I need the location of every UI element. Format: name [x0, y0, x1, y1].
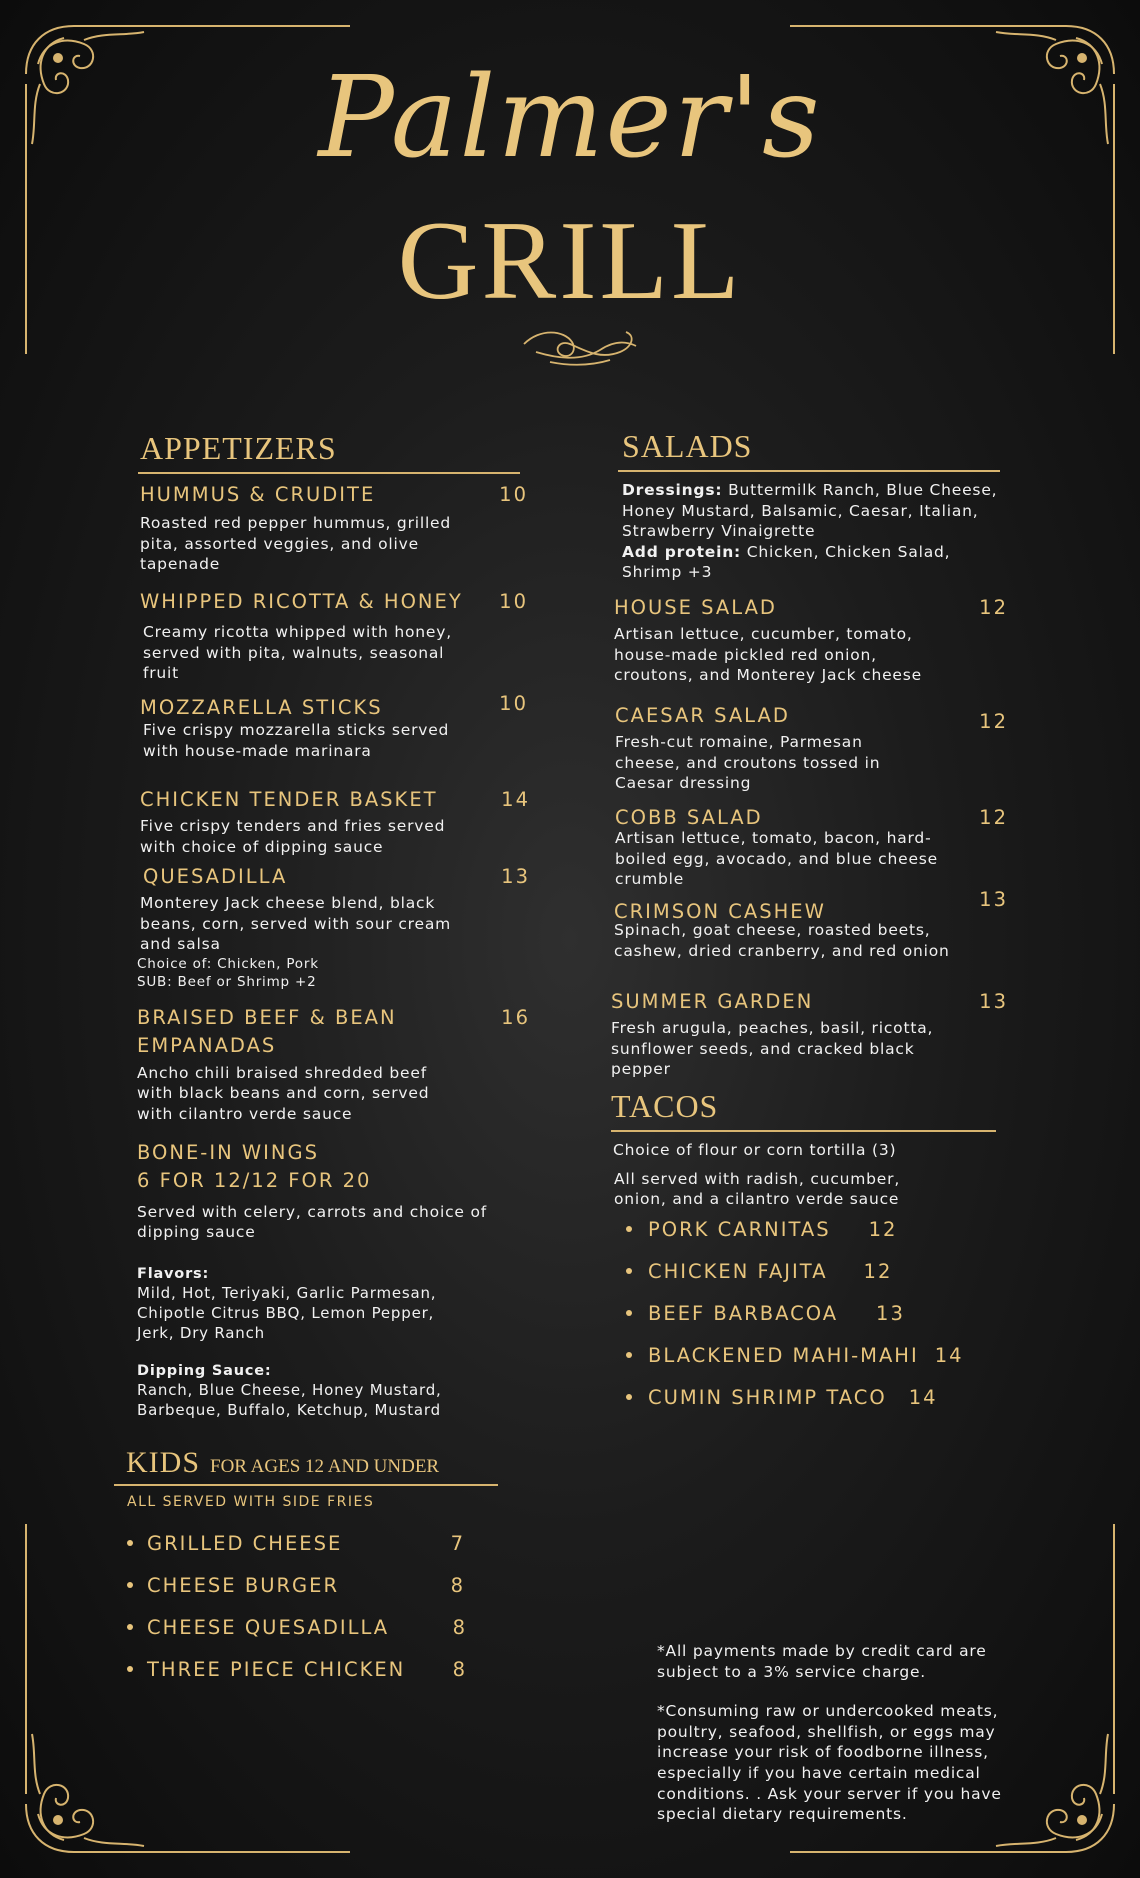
add-protein-list: Chicken, Chicken Salad, Shrimp +3	[622, 542, 951, 582]
payment-notice: *All payments made by credit card are subject to a 3% service charge.	[657, 1642, 987, 1681]
appetizers-title: APPETIZERS	[140, 430, 337, 466]
item-name: CHICKEN TENDER BASKET	[140, 788, 438, 811]
item-description: Roasted red pepper hummus, grilled pita, assorted veggies, and olive tapenade	[140, 514, 452, 574]
item-price: 10	[499, 692, 528, 715]
dipping-sauce-label: Dipping Sauce:	[137, 1362, 272, 1379]
menu-item	[614, 886, 1008, 961]
kids-list	[127, 1522, 467, 1690]
item-price: 10	[499, 590, 528, 613]
item-price: 13	[979, 990, 1008, 1013]
kids-subtitle: FOR AGES 12 AND UNDER	[210, 1456, 440, 1477]
item-price: 12	[979, 596, 1008, 619]
consumer-advisory: *Consuming raw or undercooked meats, poultry, seafood, shellfish, or eggs may increase your risk of foodborne illness, especially if you have certain medical conditions. . Ask your server if you have special dietary requirements.	[657, 1702, 1002, 1824]
appetizers-divider	[138, 472, 520, 474]
item-name: GRILLED CHEESE	[147, 1531, 343, 1555]
item-description: Artisan lettuce, cucumber, tomato, house-made pickled red onion, croutons, and Monterey Jack cheese	[614, 625, 922, 685]
item-note: SUB: Beef or Shrimp +2	[137, 974, 317, 991]
item-name: COBB SALAD	[615, 806, 763, 829]
kids-title: KIDS	[126, 1446, 201, 1479]
flavors-label: Flavors:	[137, 1265, 210, 1282]
salads-divider	[618, 470, 1000, 472]
item-price: 7	[450, 1531, 465, 1555]
item-name: MOZZARELLA STICKS	[140, 696, 383, 719]
list-item	[626, 1292, 964, 1334]
item-name: QUESADILLA	[143, 865, 288, 888]
item-description: Fresh arugula, peaches, basil, ricotta, sunflower seeds, and cracked black pepper	[611, 1019, 934, 1079]
list-item	[626, 1208, 964, 1250]
tortilla-note: Choice of flour or corn tortilla (3)	[613, 1141, 897, 1159]
item-name: PORK CARNITAS	[648, 1217, 831, 1241]
list-item	[127, 1522, 467, 1564]
item-name: THREE PIECE CHICKEN	[147, 1657, 406, 1681]
item-name: SUMMER GARDEN	[611, 990, 814, 1013]
item-price: 8	[452, 1657, 467, 1681]
list-item	[626, 1250, 964, 1292]
item-description: Served with celery, carrots and choice of dipping sauce	[137, 1202, 487, 1242]
item-price: 12	[979, 806, 1008, 829]
tacos-title: TACOS	[611, 1088, 719, 1124]
item-name: HOUSE SALAD	[614, 596, 777, 619]
item-description: Fresh-cut romaine, Parmesan cheese, and croutons tossed in Caesar dressing	[615, 733, 881, 793]
item-description: Artisan lettuce, tomato, bacon, hard-boiled egg, avocado, and blue cheese crumble	[615, 829, 939, 889]
add-protein-label: Add protein:	[622, 542, 742, 561]
item-name: CUMIN SHRIMP TACO	[648, 1385, 887, 1409]
list-item	[626, 1376, 964, 1418]
tacos-served-note: All served with radish, cucumber, onion, and a cilantro verde sauce	[614, 1169, 901, 1209]
item-name-continued: 6 FOR 12/12 FOR 20	[137, 1169, 372, 1193]
kids-divider	[114, 1484, 498, 1486]
item-name: WHIPPED RICOTTA & HONEY	[140, 590, 463, 613]
item-price: 16	[501, 1006, 530, 1029]
salad-dressings	[622, 480, 1007, 583]
item-description: Creamy ricotta whipped with honey, served with pita, walnuts, seasonal fruit	[143, 623, 452, 683]
item-name: CAESAR SALAD	[615, 704, 790, 727]
list-item	[127, 1606, 467, 1648]
menu-item	[611, 988, 1008, 1080]
menu-item	[137, 1139, 530, 1421]
item-price: 14	[908, 1385, 938, 1409]
item-description: Monterey Jack cheese blend, black beans, corn, served with sour cream and salsa	[140, 894, 452, 954]
item-price: 12	[979, 710, 1008, 733]
item-name: CRIMSON CASHEW	[614, 900, 826, 923]
item-name-continued: EMPANADAS	[137, 1034, 277, 1058]
item-name: BLACKENED MAHI-MAHI	[648, 1343, 919, 1367]
flavors-list: Mild, Hot, Teriyaki, Garlic Parmesan, Chipotle Citrus BBQ, Lemon Pepper, Jerk, Dry Ranch	[137, 1284, 437, 1342]
item-name: CHICKEN FAJITA	[648, 1259, 828, 1283]
item-price: 13	[979, 888, 1008, 911]
menu-item	[614, 594, 1008, 686]
salads-title: SALADS	[622, 428, 753, 464]
item-price: 14	[934, 1343, 964, 1367]
menu-item	[137, 863, 530, 992]
item-description: Five crispy tenders and fries served with choice of dipping sauce	[140, 817, 446, 856]
list-item	[127, 1648, 467, 1690]
tacos-section	[611, 1090, 996, 1210]
menu-item	[140, 481, 530, 575]
tacos-list	[626, 1208, 964, 1418]
appetizers-section	[140, 432, 522, 474]
title-flourish-icon	[520, 322, 640, 372]
dressings-list: Buttermilk Ranch, Blue Cheese, Honey Mustard, Balsamic, Caesar, Italian, Strawberry Vinaigrette	[622, 481, 998, 541]
item-name: CHEESE BURGER	[147, 1573, 339, 1597]
item-price: 8	[450, 1573, 465, 1597]
menu-item	[140, 786, 530, 857]
item-price: 12	[863, 1259, 893, 1283]
item-price: 13	[876, 1301, 905, 1325]
item-price: 10	[499, 483, 528, 506]
list-item	[626, 1334, 964, 1376]
item-name: BONE-IN WINGS	[137, 1141, 319, 1164]
menu-item	[140, 690, 530, 761]
item-name: HUMMUS & CRUDITE	[140, 483, 376, 506]
salads-section	[622, 430, 1004, 472]
item-note: Choice of: Chicken, Pork	[137, 956, 319, 973]
restaurant-title: GRILL	[397, 199, 743, 323]
item-name: BRAISED BEEF & BEAN	[137, 1006, 397, 1029]
menu-item	[137, 1004, 530, 1124]
restaurant-script-title: Palmer's	[318, 53, 822, 183]
menu-item	[615, 804, 1008, 890]
item-price: 14	[501, 788, 530, 811]
item-name: CHEESE QUESADILLA	[147, 1615, 390, 1639]
tacos-divider	[611, 1130, 996, 1132]
item-description: Five crispy mozzarella sticks served with house-made marinara	[143, 721, 450, 760]
item-description: Ancho chili braised shredded beef with black beans and corn, served with cilantro verde sauce	[137, 1063, 430, 1123]
item-price: 8	[452, 1615, 467, 1639]
footnotes	[657, 1641, 1019, 1825]
menu-item	[140, 588, 530, 684]
item-description: Spinach, goat cheese, roasted beets, cashew, dried cranberry, and red onion	[614, 921, 950, 960]
kids-note: ALL SERVED WITH SIDE FRIES	[127, 1494, 375, 1510]
item-price: 13	[501, 865, 530, 888]
menu-item	[615, 702, 1008, 794]
list-item	[127, 1564, 467, 1606]
dressings-label: Dressings:	[622, 481, 723, 499]
item-name: BEEF BARBACOA	[648, 1301, 839, 1325]
item-price: 12	[868, 1217, 898, 1241]
kids-section	[114, 1448, 498, 1510]
dipping-sauce-list: Ranch, Blue Cheese, Honey Mustard, Barbeque, Buffalo, Ketchup, Mustard	[137, 1381, 442, 1420]
